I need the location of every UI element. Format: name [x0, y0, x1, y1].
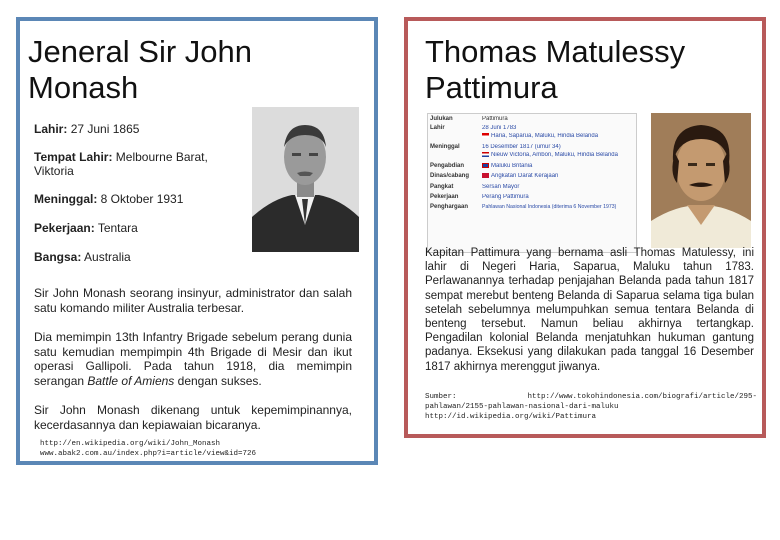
fact-occupation-value: Tentara: [97, 221, 138, 235]
pattimura-card: [404, 17, 766, 438]
infobox-key: Pekerjaan: [430, 194, 459, 200]
infobox-value[interactable]: Sersan Mayor: [482, 184, 520, 190]
infobox-value-text: Angkatan Darat Kerajaan: [491, 173, 559, 180]
infobox-value[interactable]: [482, 133, 632, 140]
infobox-value-text: Nieuw Victoria, Ambon, Maluku, Hindia Belanda: [491, 152, 618, 159]
uk-flag-icon: [482, 163, 489, 168]
fact-died: [34, 192, 183, 206]
fact-born: [34, 122, 139, 136]
infobox-value: Pattimura: [482, 116, 508, 122]
pattimura-portrait: [651, 113, 751, 248]
infobox-key: Lahir: [430, 125, 445, 131]
fact-died-label: Meninggal:: [34, 192, 98, 206]
infobox-value-text: Haria, Saparua, Maluku, Hindia Belanda: [491, 133, 599, 140]
monash-para-intro: Sir John Monash seorang insinyur, administrator dan salah satu komando militer Australia terbesar.: [34, 286, 352, 315]
infobox-key: Pangkat: [430, 184, 454, 190]
pattimura-para: Kapitan Pattimura yang bernama asli Thomas Matulessy, ini lahir di Negeri Haria, Saparua, Maluku tahun 1783. Perlawanannya terhadap penjajahan Belanda pada tahun 1817 sempat merebut benteng Belanda di Saparua selama tiga bulan setelah sebelumnya melumpuhkan semua tentara Belanda di benteng tersebut. Namun beliau akhirnya tertangkap. Pengadilan kolonial Belanda menjatuhkan hukuman gantung padanya. Eksekusi yang dilakukan pada tanggal 16 Desember 1817 akhirnya merenggut jiwanya.: [425, 247, 754, 373]
fact-occupation-label: Pekerjaan:: [34, 221, 95, 235]
fact-nationality-value: Australia: [84, 250, 131, 264]
source-label: Sumber:: [425, 393, 457, 401]
monash-para-legacy: Sir John Monash dikenang untuk kepemimpinannya, kecerdasannya dan kepiawaian bicaranya.: [34, 403, 352, 432]
infobox-value[interactable]: [482, 173, 632, 180]
fact-nationality: [34, 250, 131, 264]
pattimura-title: [425, 34, 685, 106]
infobox-key: Dinas/cabang: [430, 173, 470, 179]
infobox-value-text: Maluku Britania: [491, 163, 533, 170]
fact-nationality-label: Bangsa:: [34, 250, 82, 264]
fact-born-value: 27 Juni 1865: [70, 122, 140, 136]
infobox-value[interactable]: Perang Pattimura: [482, 194, 529, 200]
infobox-value[interactable]: [482, 152, 632, 159]
monash-para-career: [34, 330, 352, 388]
monash-title: [28, 34, 252, 106]
monash-source-2[interactable]: www.abak2.com.au/index.php?i=article/view&id=726: [40, 450, 257, 458]
monash-para-career-text: Dia memimpin 13th Infantry Brigade sebelum perang dunia satu kemudian mempimpin 4th Brigade di Mesir dan ikut operasi Gallipoli. Pada tahun 1918, dia memimpin serangan: [34, 330, 352, 388]
indonesia-flag-icon: [482, 133, 489, 138]
pattimura-source-1[interactable]: http://www.tokohindonesia.com/biografi/article/295-pahlawan/2155-pahlawan-nasional-dari-maluku: [425, 393, 757, 411]
fact-died-value: 8 Oktober 1931: [100, 192, 184, 206]
infobox-value[interactable]: [482, 163, 632, 170]
monash-battle-name: Battle of Amiens: [87, 373, 175, 388]
netherlands-flag-icon: [482, 152, 489, 157]
infobox-value[interactable]: 16 Desember 1817 (umur 34): [482, 144, 561, 150]
infobox-value[interactable]: 28 Juni 1783: [482, 125, 517, 131]
fact-birthplace-value: Melbourne Barat, Viktoria: [34, 150, 208, 178]
fact-born-label: Lahir:: [34, 122, 68, 136]
army-flag-icon: [482, 173, 489, 178]
fact-birthplace: [34, 150, 234, 178]
infobox-key: Julukan: [430, 116, 453, 122]
monash-portrait: [252, 107, 359, 252]
pattimura-infobox: [427, 113, 637, 253]
infobox-key: Meninggal: [430, 144, 460, 150]
fact-occupation: [34, 221, 138, 235]
monash-title-line2: Monash: [28, 70, 139, 105]
monash-para-career-end: dengan sukses.: [174, 373, 262, 388]
monash-source-1[interactable]: http://en.wikipedia.org/wiki/John_Monash: [40, 440, 221, 448]
infobox-key: Penghargaan: [430, 204, 469, 210]
pattimura-title-line1: Thomas Matulessy: [425, 34, 686, 69]
pattimura-sources: [425, 392, 757, 422]
pattimura-title-line2: Pattimura: [425, 70, 558, 105]
monash-title-line1: Jeneral Sir John: [28, 34, 253, 69]
infobox-value[interactable]: Pahlawan Nasional Indonesia (diterima 6 November 1973): [482, 204, 617, 210]
pattimura-source-2[interactable]: http://id.wikipedia.org/wiki/Pattimura: [425, 413, 597, 421]
infobox-key: Pengabdian: [430, 163, 465, 169]
fact-birthplace-label: Tempat Lahir:: [34, 150, 113, 164]
monash-card: [16, 17, 378, 465]
